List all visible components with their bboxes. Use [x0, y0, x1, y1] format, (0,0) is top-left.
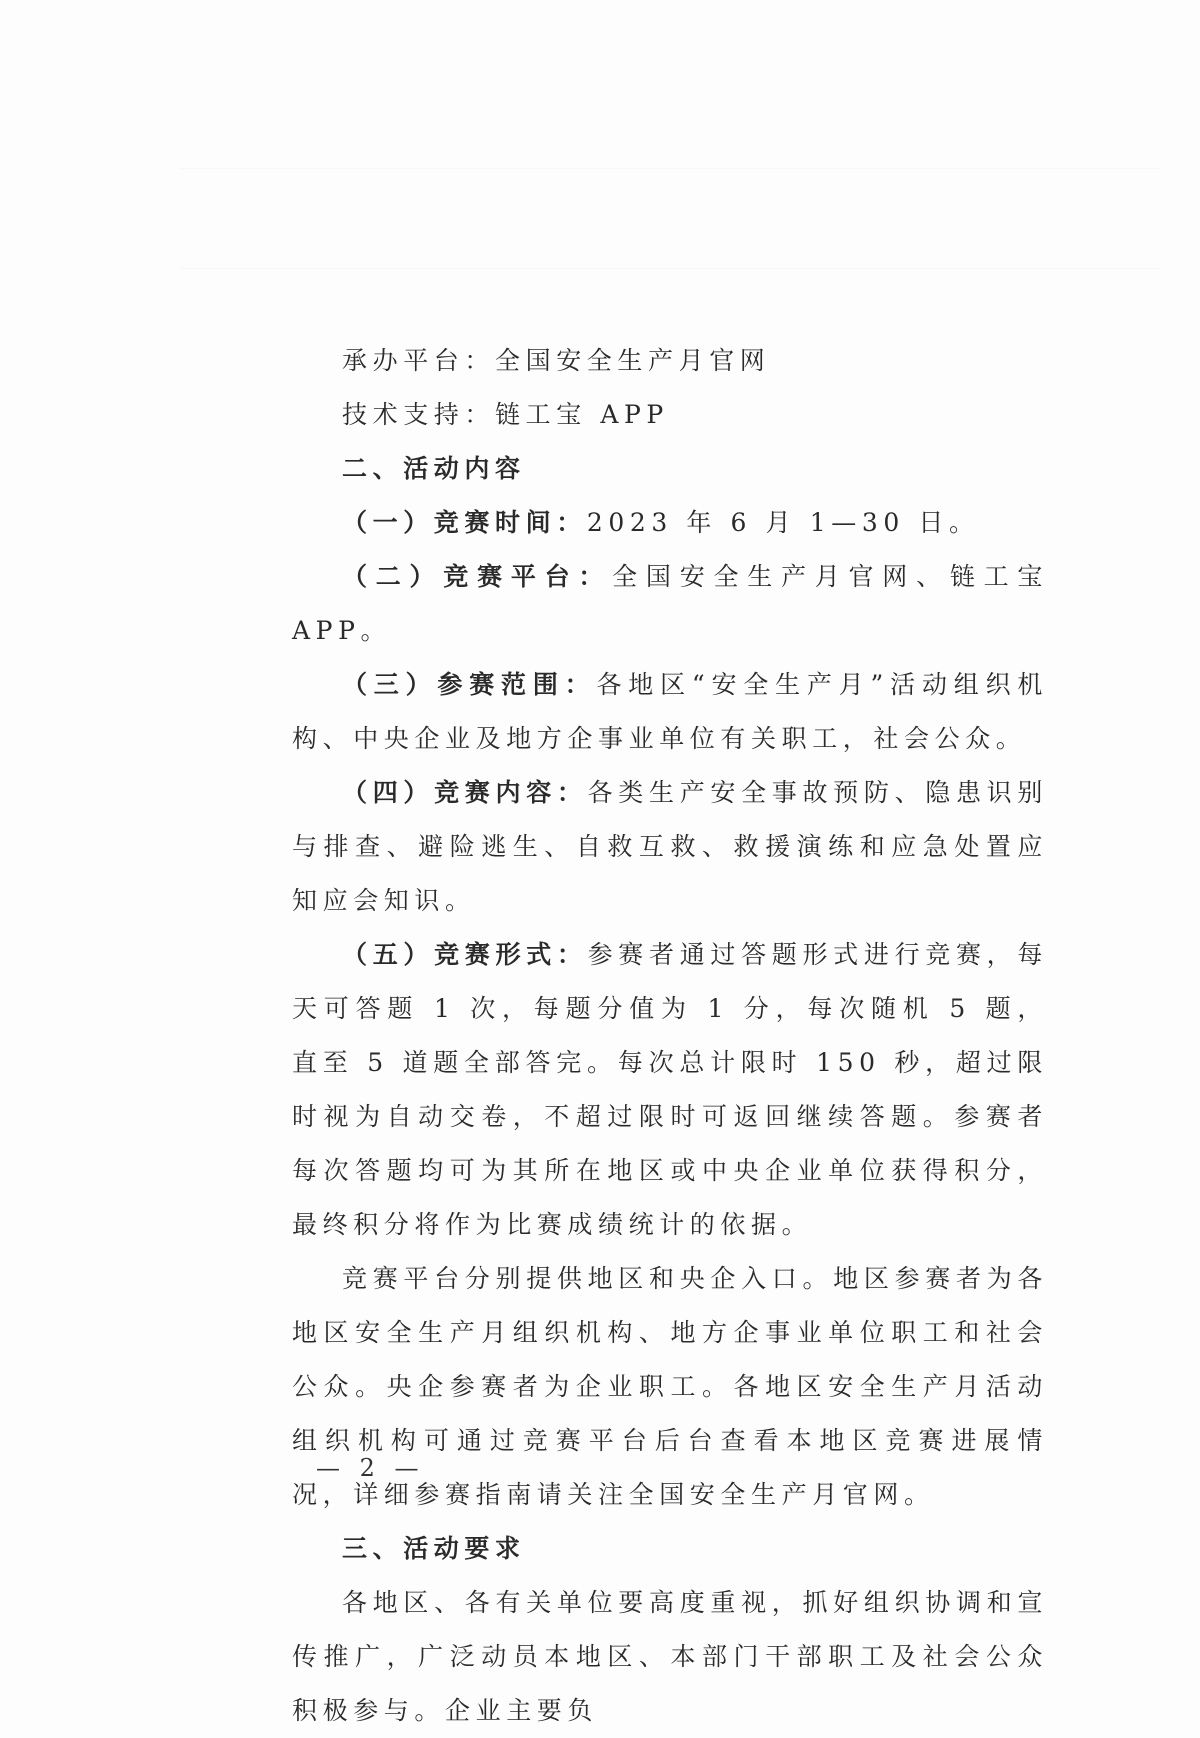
scan-artifact: [180, 268, 1160, 269]
platform-line: 承办平台：全国安全生产月官网: [342, 346, 771, 375]
item-label: （四）竞赛内容：: [342, 778, 588, 807]
item-competition-time: [292, 496, 1048, 550]
item-text: 各地区“安全生产月”活动组织机构、中央企业及地方企事业单位有关职工，社会公众。: [292, 670, 1048, 753]
section-heading-requirements: 三、活动要求: [342, 1534, 526, 1563]
item-label: （五）竞赛形式：: [342, 940, 588, 969]
page-number: — 2 —: [316, 1454, 425, 1482]
item-competition-content: [292, 766, 1048, 928]
paragraph-requirements: 各地区、各有关单位要高度重视，抓好组织协调和宣传推广，广泛动员本地区、本部门干部职工及社会公众积极参与。企业主要负: [292, 1588, 1048, 1725]
item-text: 参赛者通过答题形式进行竞赛，每天可答题 1 次，每题分值为 1 分，每次随机 5 题，直至 5 道题全部答完。每次总计限时 150 秒，超过限时视为自动交卷，不超过限时可返回继续答题。参赛者每次答题均可为其所在地区或中央企业单位获得积分，最终积分将作为比赛成绩统计的依据。: [292, 940, 1048, 1239]
item-competition-platform: [292, 550, 1048, 658]
scan-artifact: [180, 168, 1160, 169]
item-text: 2023 年 6 月 1—30 日。: [586, 508, 980, 537]
item-label: （一）竞赛时间：: [342, 508, 587, 537]
item-competition-format: [292, 928, 1048, 1252]
paragraph-entry-points: 竞赛平台分别提供地区和央企入口。地区参赛者为各地区安全生产月组织机构、地方企事业单位职工和社会公众。央企参赛者为企业职工。各地区安全生产月活动组织机构可通过竞赛平台后台查看本地区竞赛进展情况，详细参赛指南请关注全国安全生产月官网。: [292, 1264, 1048, 1509]
item-participation-scope: [292, 658, 1048, 766]
item-label: （二）竞赛平台：: [342, 562, 613, 591]
item-text: 各类生产安全事故预防、隐患识别与排查、避险逃生、自救互救、救援演练和应急处置应知应会知识。: [292, 778, 1048, 915]
item-label: （三）参赛范围：: [342, 670, 597, 699]
support-line: 技术支持：链工宝 APP: [342, 400, 669, 429]
section-heading-content: 二、活动内容: [342, 454, 526, 483]
item-text: 全国安全生产月官网、链工宝 APP。: [292, 562, 1048, 645]
document-body: [292, 334, 1052, 1738]
